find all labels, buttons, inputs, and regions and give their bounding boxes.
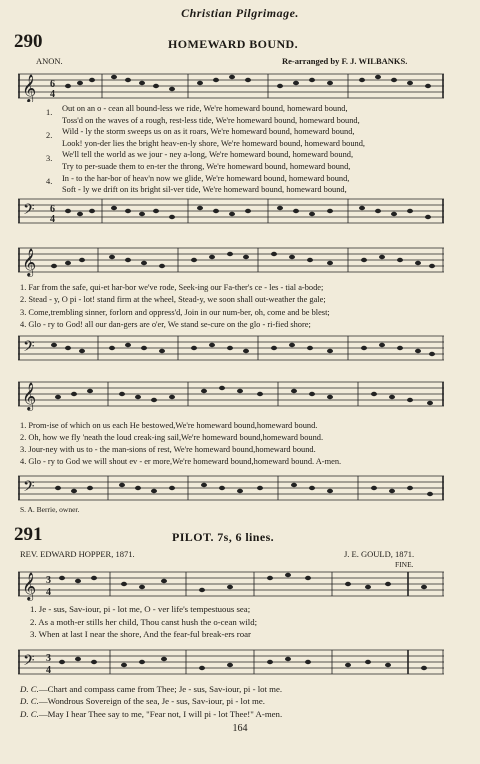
lyric-line: 2. Oh, how we fly 'neath the loud creak-ing sail,We're homeward bound,homeward bound. (20, 433, 324, 442)
music-staff-bass (18, 470, 444, 506)
verse-block (30, 603, 257, 641)
composer-credit: J. E. GOULD, 1871. (344, 549, 415, 559)
dc-label: D. C. (20, 684, 39, 694)
lyric-line: 2. As a moth-er stills her child, Thou canst hush the o-cean wild; (30, 616, 258, 627)
svg-text:𝄢: 𝄢 (23, 201, 35, 222)
dc-label: D. C. (20, 696, 39, 707)
hymn-number: 291 (14, 524, 43, 545)
svg-text:4: 4 (50, 214, 55, 225)
music-staff-bass (18, 193, 444, 227)
music-staff-treble (18, 66, 444, 102)
svg-text:4: 4 (46, 587, 51, 598)
lyric-line: 3. When at last I near the shore, And the fear-ful break-ers roar (30, 629, 251, 639)
svg-text:𝄞: 𝄞 (22, 248, 37, 276)
lyric-line: 1. Je - sus, Sav-iour, pi - lot me, O - ver life's tempestuous sea; (30, 604, 251, 614)
music-staff-treble (18, 372, 444, 416)
dc-label: D. C. (20, 708, 39, 719)
dc-line (20, 708, 282, 720)
dc-text: —Wondrous Sovereign of the sea, Je - sus, Sav-iour, pi - lot me. (38, 696, 265, 707)
verse-number: 3. (46, 154, 53, 163)
hymn-number: 290 (14, 31, 43, 52)
music-staff-treble (18, 238, 444, 278)
lyric-line: Soft - ly we drift on its bright sil-ver tide, We're homeward bound, homeward bound, (62, 185, 347, 195)
author-credit: REV. EDWARD HOPPER, 1871. (20, 549, 135, 559)
lyric-line: 3. Jour-ney with us to - the man-sions of rest, We're homeward bound,homeward bound. (20, 445, 316, 454)
verse-number: 1. (46, 108, 53, 117)
arranger-credit: Re-arranged by F. J. WILBANKS. (282, 56, 408, 66)
svg-text:𝄢: 𝄢 (23, 652, 35, 673)
hymn-title: HOMEWARD BOUND. (168, 37, 299, 51)
dc-block (20, 683, 282, 720)
page-number: 164 (232, 723, 248, 734)
lyric-line: Toss'd on the waves of a rough, rest-less tide, We're homeward bound, homeward bound, (62, 115, 360, 125)
svg-text:𝄢: 𝄢 (23, 338, 35, 359)
svg-text:6: 6 (50, 204, 55, 215)
hymn-title: PILOT. 7s, 6 lines. (172, 530, 275, 544)
svg-text:𝄞: 𝄞 (22, 74, 37, 102)
fine-marking: FINE. (395, 560, 414, 569)
music-staff-bass (18, 330, 444, 366)
svg-text:4: 4 (50, 89, 55, 100)
verse-number: 4. (46, 177, 53, 186)
running-header: Christian Pilgrimage. (181, 6, 299, 20)
music-staff-bass (18, 644, 444, 680)
lyric-line: Look! yon-der lies the bright heav-en-ly shore, We're homeward bound, homeward bound, (62, 138, 366, 148)
lyric-line: 4. Glo - ry to God we will shout ev - er more,We're homeward bound,homeward bound. A-men. (20, 457, 342, 466)
svg-text:𝄞: 𝄞 (22, 382, 37, 410)
lyric-line: 1. Far from the safe, qui-et har-bor we've rode, Seek-ing our Fa-ther's ce - les - tial a-bode; (20, 283, 324, 292)
lyric-line: Try to per-suade them to en-ter the throng, We're homeward bound, homeward bound, (62, 162, 351, 171)
svg-text:4: 4 (46, 665, 51, 676)
verse-number: 2. (46, 131, 53, 140)
lyric-line: Out on an o - cean all bound-less we ride, We're homeward bound, homeward bound, (62, 104, 348, 113)
lyric-line: 2. Stead - y, O pi - lot! stand firm at the wheel, Stead-y, we soon shall out-weather the gale; (20, 295, 326, 305)
svg-text:𝄞: 𝄞 (22, 572, 37, 600)
lyric-line: In - to the har-bor of heav'n now we glide, We're homeward bound, homeward bound, (62, 173, 350, 183)
music-staff-treble (18, 562, 444, 602)
lyric-line: 4. Glo - ry to God! all our dan-gers are o'er, We stand se-cure on the glo - ri-fied shore; (20, 319, 311, 329)
lyric-line: 3. Come,trembling sinner, forlorn and oppress'd, Join in our num-ber, oh, come and be blest; (20, 307, 330, 317)
lyric-line: 1. Prom-ise of which on us each He bestowed,We're homeward bound,homeward bound. (20, 421, 318, 430)
owner-credit: S. A. Berrie, owner. (20, 505, 80, 514)
svg-text:𝄢: 𝄢 (23, 478, 35, 499)
verse-block (20, 420, 341, 468)
dc-line (20, 683, 282, 695)
svg-text:3: 3 (46, 653, 51, 664)
dc-text: —May I hear Thee say to me, "Fear not, I will pi - lot Thee!" A-men. (38, 708, 283, 719)
svg-text:6: 6 (50, 79, 55, 90)
verse-block (20, 282, 330, 331)
lyric-line: We'll tell the world as we jour - ney a-long, We're homeward bound, homeward bound, (62, 150, 354, 160)
dc-text: —Chart and compass came from Thee; Je - sus, Sav-iour, pi - lot me. (38, 684, 283, 694)
svg-text:3: 3 (46, 575, 51, 586)
dc-line (20, 695, 282, 707)
author-credit: ANON. (36, 56, 63, 66)
lyric-line: Wild - ly the storm sweeps us on as it roars, We're homeward bound, homeward bound, (62, 127, 355, 137)
